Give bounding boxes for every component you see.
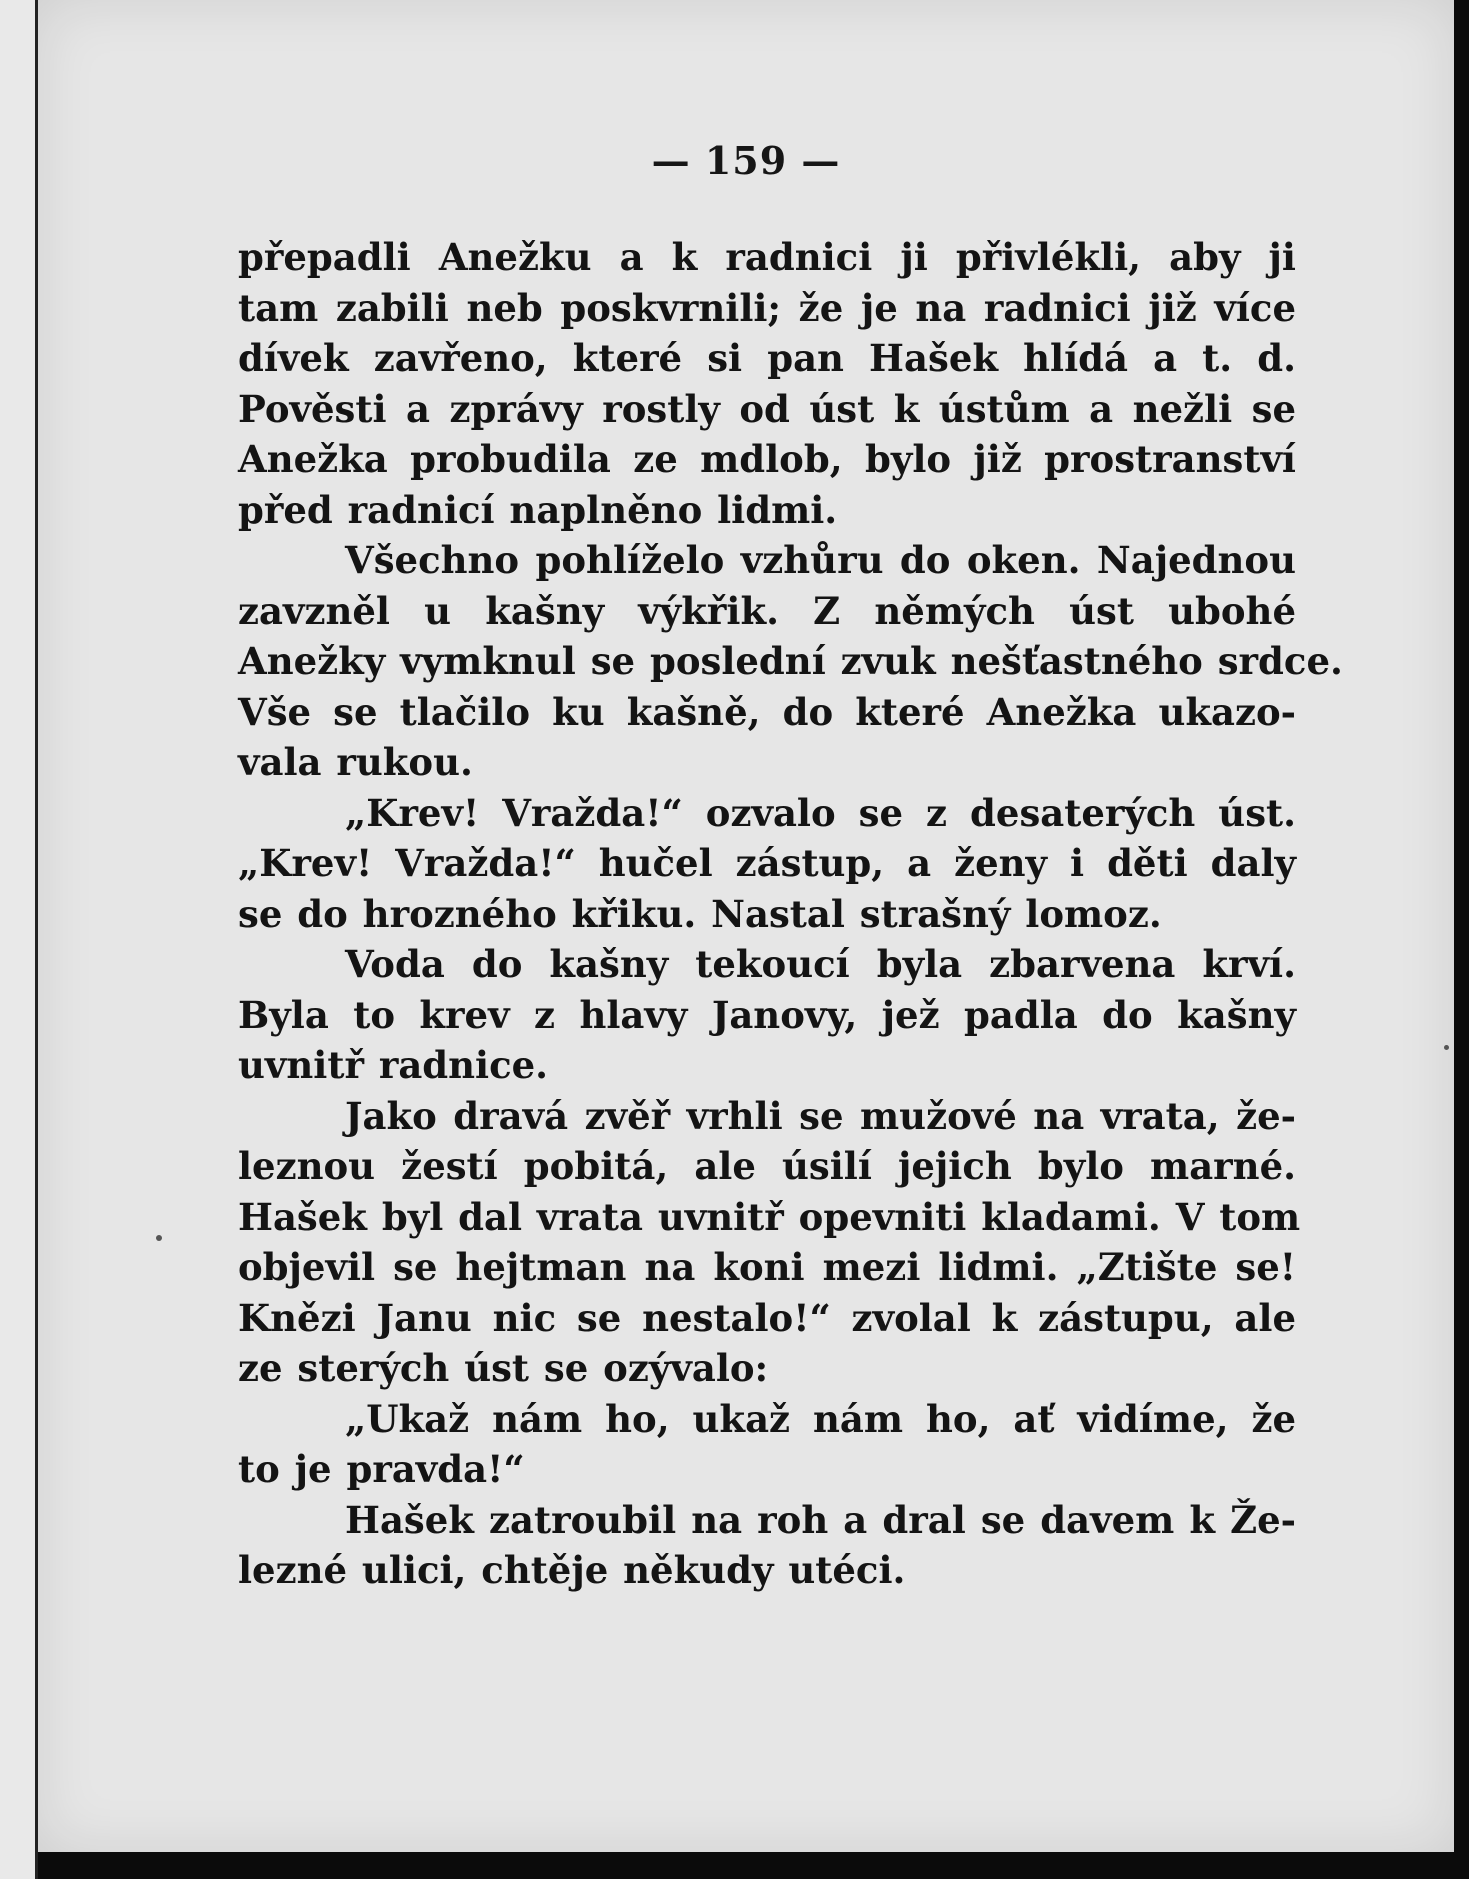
text-line: „Krev! Vražda!“ ozvalo se z desaterých úst. [345,790,1296,835]
text-line: Byla to krev z hlavy Janovy, jež padla do kašny [238,992,1296,1037]
text-line: lezné ulici, chtěje někudy utéci. [238,1548,906,1592]
text-line: Hašek zatroubil na roh a dral se davem k Že- [345,1497,1296,1542]
text-line: zavzněl u kašny výkřik. Z němých úst ubohé [238,588,1296,633]
page-number: — 159 — [651,138,841,183]
text-line: vala rukou. [238,740,473,784]
text-line: tam zabili neb poskvrnili; že je na radnici již více [238,285,1296,330]
text-line: přepadli Anežku a k radnici ji přivlékli, aby ji [238,235,1296,279]
text-line: objevil se hejtman na koni mezi lidmi. „Ztište se! [238,1245,1296,1289]
text-line: dívek zavřeno, které si pan Hašek hlídá a t. d. [238,336,1296,380]
book-page [38,0,1454,1852]
text-line: Anežky vymknul se poslední zvuk nešťastného srdce. [238,639,1343,683]
text-line: „Krev! Vražda!“ hučel zástup, a ženy i děti daly [238,841,1296,885]
text-line: Anežka probudila ze mdlob, bylo již prostranství [238,437,1296,481]
text-line: Vše se tlačilo ku kašně, do které Anežka ukazo- [238,689,1296,734]
text-line: před radnicí naplněno lidmi. [238,487,838,532]
text-line: ze sterých úst se ozývalo: [238,1346,769,1390]
text-line: uvnitř radnice. [238,1043,549,1087]
left-page-edge [0,0,38,1879]
text-line: se do hrozného křiku. Nastal strašný lomoz. [238,891,1162,936]
text-line: to je pravda!“ [238,1447,525,1491]
text-line: Jako dravá zvěř vrhli se mužové na vrata, že- [345,1093,1296,1138]
text-line: leznou žestí pobitá, ale úsilí jejich bylo marné. [238,1144,1296,1188]
text-line: Hašek byl dal vrata uvnitř opevniti kladami. V tom [238,1194,1301,1239]
text-line: Knězi Janu nic se nestalo!“ zvolal k zástupu, ale [238,1295,1296,1340]
text-line: Voda do kašny tekoucí byla zbarvena krví. [345,942,1296,986]
body-text [238,232,1343,1596]
print-speck [1444,1045,1449,1050]
text-line: Pověsti a zprávy rostly od úst k ústům a nežli se [238,386,1296,431]
text-line: „Ukaž nám ho, ukaž nám ho, ať vidíme, že [345,1396,1296,1441]
text-line: Všechno pohlíželo vzhůru do oken. Najednou [345,538,1296,582]
print-speck [156,1235,162,1241]
